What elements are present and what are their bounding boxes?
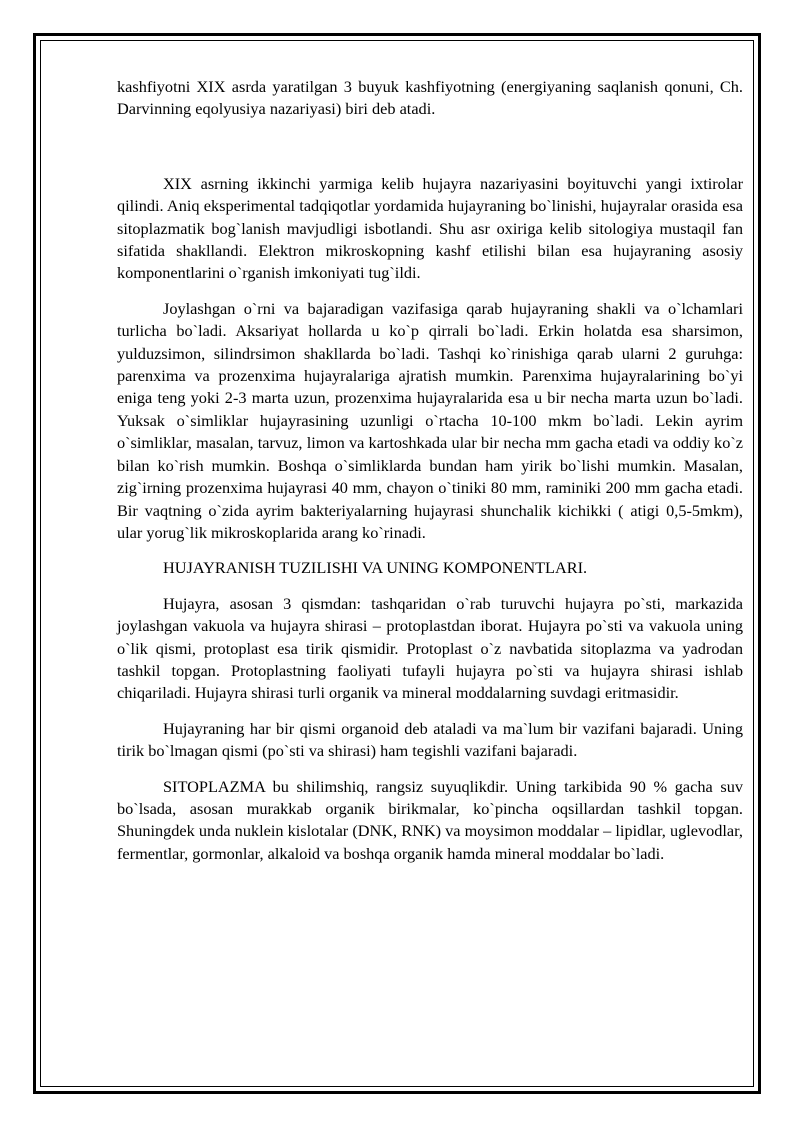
- section-heading: HUJAYRANISH TUZILISHI VA UNING KOMPONENTLARI.: [163, 558, 588, 578]
- paragraph-cell-theory-development: XIX asrning ikkinchi yarmiga kelib hujayra nazariyasini boyituvchi yangi ixtirolar qilindi. Aniq eksperimental tadqiqotlar yordamida hujayraning bo`linishi, hujayralar orasida esa sitoplazmatik bog`lanish mavjudligi isbotlandi. Shu asr oxiriga kelib sitologiya mustaqil fan sifatida shakllandi. Elektron mikroskopning kashf etilishi bilan esa hujayraning asosiy komponentlarini o`rganish imkoniyati tug`ildi.: [117, 173, 743, 283]
- paragraph-cell-shape-size: Joylashgan o`rni va bajaradigan vazifasiga qarab hujayraning shakli va o`lchamlari turlicha bo`ladi. Aksariyat hollarda u ko`p qirrali bo`ladi. Erkin holatda esa sharsimon, yulduzsimon, silindrsimon shakllarda bo`ladi. Tashqi ko`rinishiga qarab ularni 2 guruhga: parenxima va prozenxima hujayralariga ajratish mumkin. Parenxima hujayralarining bo`yi eniga teng yoki 2-3 marta uzun, prozenxima hujayralarida esa u bir necha marta uzun bo`ladi. Yuksak o`simliklar hujayrasining uzunligi o`rtacha 10-100 mkm bo`ladi. Lekin ayrim o`simliklar, masalan, tarvuz, limon va kartoshkada ular bir necha mm gacha etadi va oddiy ko`z bilan ko`rish mumkin. Boshqa o`simliklarda bundan ham yirik bo`lishi mumkin. Masalan, zig`irning prozenxima hujayrasi 40 mm, chayon o`tiniki 80 mm, raminiki 200 mm gacha etadi. Bir vaqtning o`zida ayrim bakteriyalarning hujayrasi shunchalik kichikki ( atigi 0,5-5mkm), ular yorug`lik mikroskoplarida arang ko`rinadi.: [117, 298, 743, 542]
- paragraph-cell-parts: Hujayra, asosan 3 qismdan: tashqaridan o`rab turuvchi hujayra po`sti, markazida joylashgan vakuola va hujayra shirasi – protoplastdan iborat. Hujayra po`sti va vakuola uning o`lik qismi, protoplast esa tirik qismidir. Protoplast o`z navbatida sitoplazma va yadrodan tashkil topgan. Protoplastning faoliyati tufayli hujayra po`sti va hujayra shirasi ishlab chiqariladi. Hujayra shirasi turli organik va mineral moddalarning suvdagi eritmasidir.: [117, 593, 743, 703]
- paragraph-cytoplasm: SITOPLAZMA bu shilimshiq, rangsiz suyuqlikdir. Uning tarkibida 90 % gacha suv bo`lsada, asosan murakkab organik birikmalar, ko`pincha oqsillardan tashkil topgan. Shuningdek unda nuklein kislotalar (DNK, RNK) va moysimon moddalar – lipidlar, uglevodlar, fermentlar, gormonlar, alkaloid va boshqa organik hamda mineral moddalar bo`ladi.: [117, 776, 743, 863]
- document-body: [117, 76, 743, 878]
- paragraph-continuation: kashfiyotni XIX asrda yaratilgan 3 buyuk kashfiyotning (energiyaning saqlanish qonuni, Ch. Darvinning eqolyusiya nazariyasi) biri deb atadi.: [117, 77, 743, 119]
- paragraph-organoid: Hujayraning har bir qismi organoid deb ataladi va ma`lum bir vazifani bajaradi. Uning tirik bo`lmagan qismi (po`sti va shirasi) ham tegishli vazifani bajaradi.: [117, 718, 743, 761]
